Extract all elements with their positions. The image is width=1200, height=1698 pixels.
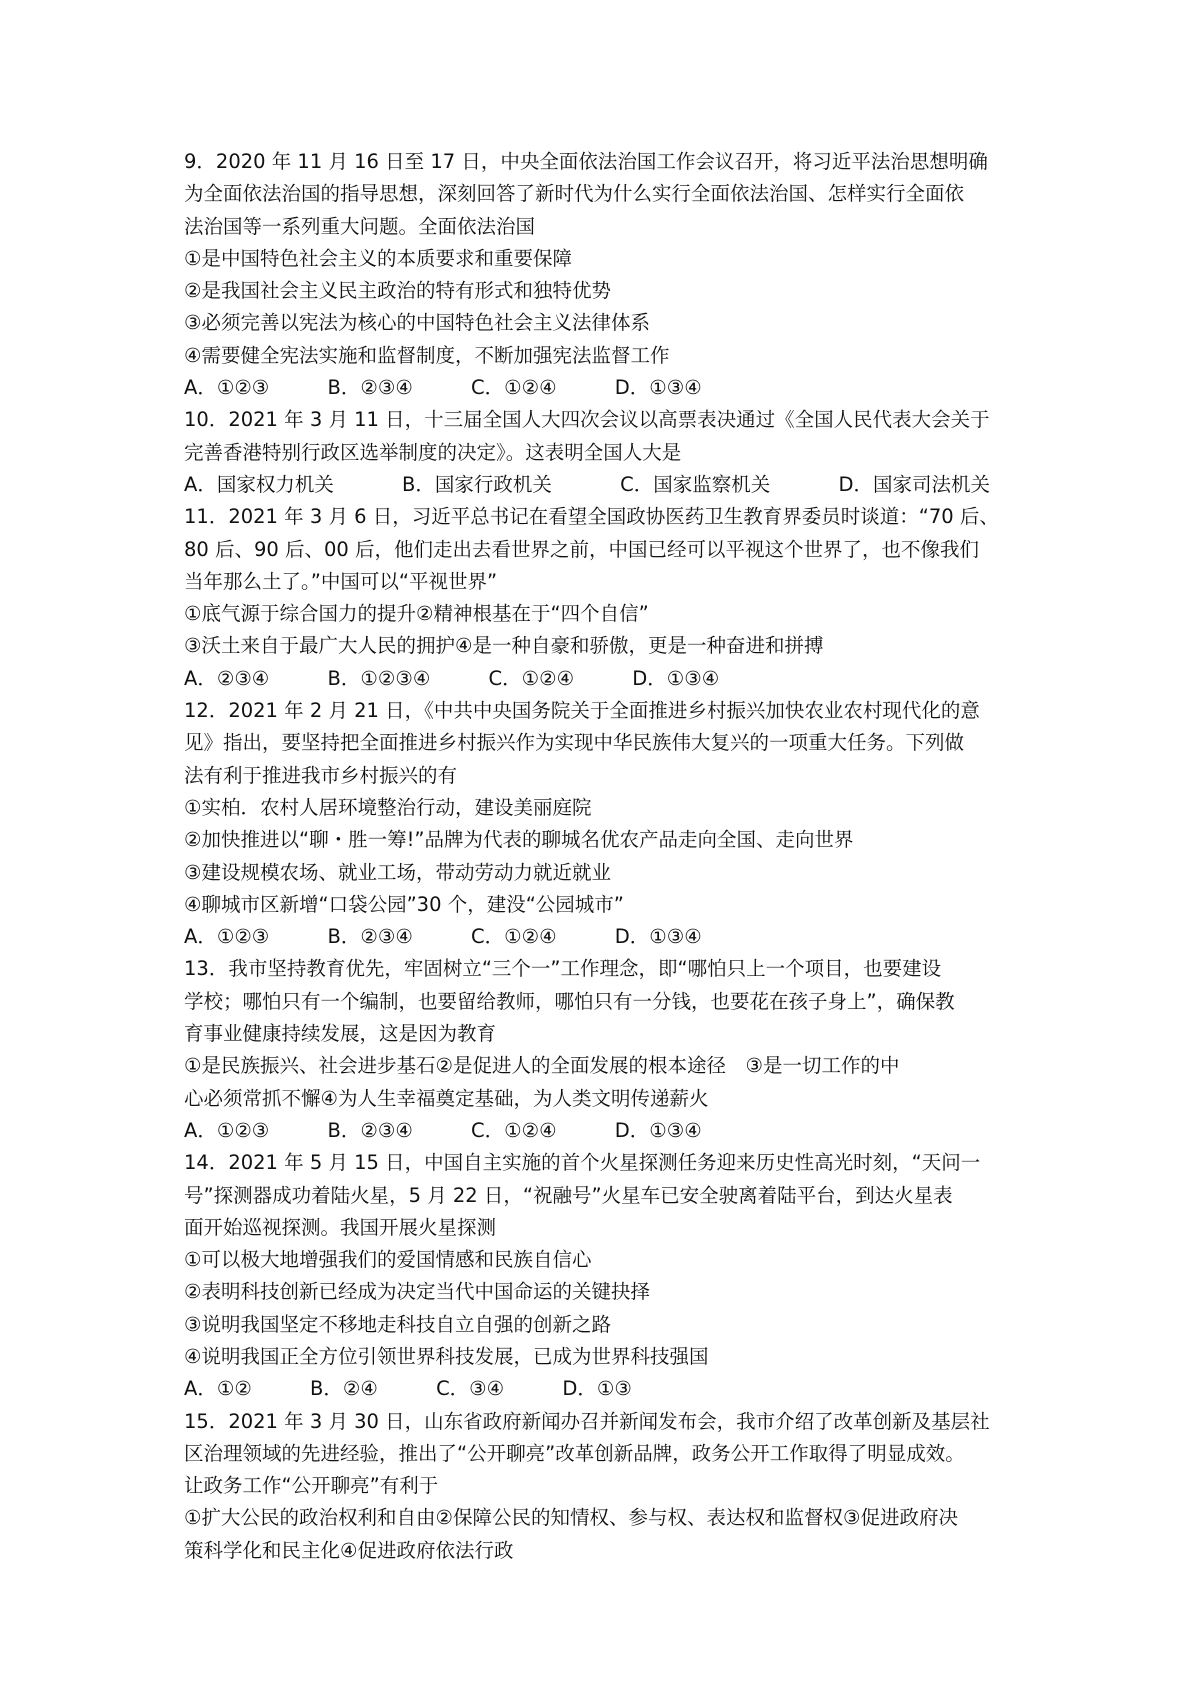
question-text-line: 学校；哪怕只有一个编制，也要留给教师，哪怕只有一分钱，也要花在孩子身上”，确保教 <box>184 989 955 1013</box>
statement-2: ②是我国社会主义民主政治的特有形式和独特优势 <box>184 279 611 303</box>
option-b: B．②③④ <box>327 925 413 949</box>
option-d: D．①③④ <box>614 1118 702 1142</box>
statement-4: ④需要健全宪法实施和监督制度，不断加强宪法监督工作 <box>184 343 670 367</box>
statements-1-3: ①是民族振兴、社会进步基石②是促进人的全面发展的根本途径 ③是一切工作的中 <box>184 1054 900 1078</box>
option-c: C．国家监察机关 <box>620 472 771 496</box>
option-c: C．①②④ <box>471 376 557 400</box>
question-12 <box>184 695 1026 953</box>
question-text-line: 为全面依法治国的指导思想，深刻回答了新时代为什么实行全面依法治国、怎样实行全面依 <box>184 182 965 206</box>
question-9 <box>184 146 1026 404</box>
answer-options <box>184 469 1026 501</box>
answer-options <box>184 1115 1026 1147</box>
question-text-line: 面开始巡视探测。我国开展火星探测 <box>184 1215 497 1239</box>
question-10 <box>184 404 1026 501</box>
question-text-line: 12．2021 年 2 月 21 日，《中共中央国务院关于全面推进乡村振兴加快农业农村现代化的意 <box>184 699 980 723</box>
statement-1-2: ①底气源于综合国力的提升②精神根基在于“四个自信” <box>184 602 649 626</box>
option-d: D．①③④ <box>632 666 720 690</box>
option-a: A．②③④ <box>184 666 270 690</box>
question-text-line: 让政务工作“公开聊亮”有利于 <box>184 1474 439 1498</box>
statement-3: ③建设规模农场、就业工场，带动劳动力就近就业 <box>184 860 611 884</box>
statement-4: ④聊城市区新增“口袋公园”30 个，建没“公园城市” <box>184 892 624 916</box>
statement-2: ②表明科技创新已经成为决定当代中国命运的关键抉择 <box>184 1280 650 1304</box>
option-b: B．②③④ <box>327 1118 413 1142</box>
option-d: D．①③④ <box>614 376 702 400</box>
option-b: B．①②③④ <box>327 666 431 690</box>
question-text-line: 13．我市坚持教育优先，牢固树立“三个一”工作理念，即“哪怕只上一个项目，也要建设 <box>184 957 942 981</box>
option-c: C．①②④ <box>488 666 575 690</box>
statement-1: ①可以极大地增强我们的爱国情感和民族自信心 <box>184 1248 592 1272</box>
statements-3-4: 心必须常抓不懈④为人生幸福奠定基础，为人类文明传递薪火 <box>184 1086 709 1110</box>
question-text-line: 14．2021 年 5 月 15 日，中国自主实施的首个火星探测任务迎来历史性高光时刻，“天问一 <box>184 1151 981 1175</box>
option-d: D．①③ <box>562 1377 632 1401</box>
question-text-line: 号”探测器成功着陆火星，5 月 22 日，“祝融号”火星车已安全驶离着陆平台，到达火星表 <box>184 1183 953 1207</box>
option-a: A．①②③ <box>184 376 270 400</box>
question-text-line: 15．2021 年 3 月 30 日，山东省政府新闻办召并新闻发布会，我市介绍了改革创新及基层社 <box>184 1409 990 1433</box>
question-text-line: 当年那么土了。”中国可以“平视世界” <box>184 569 498 593</box>
question-14 <box>184 1147 1026 1405</box>
statement-3-4: ③沃土来自于最广大人民的拥护④是一种自豪和骄傲，更是一种奋进和拼搏 <box>184 634 824 658</box>
option-b: B．②④ <box>310 1377 378 1401</box>
question-text-line: 育事业健康持续发展，这是因为教育 <box>184 1022 497 1046</box>
option-c: C．③④ <box>436 1377 505 1401</box>
statement-4: ④说明我国正全方位引领世界科技发展，已成为世界科技强国 <box>184 1344 709 1368</box>
question-text-line: 区治理领域的先进经验，推出了“公开聊亮”改革创新品牌，政务公开工作取得了明显成效。 <box>184 1441 965 1465</box>
statement-2: ②加快推进以“聊・胜一筹!”品牌为代表的聊城名优农产品走向全国、走向世界 <box>184 828 854 852</box>
question-text-line: 见》指出，要坚持把全面推进乡村振兴作为实现中华民族伟大复兴的一项重大任务。下列做 <box>184 731 965 755</box>
question-text-line: 法治国等一系列重大问题。全面依法治国 <box>184 214 536 238</box>
question-text-line: 80 后、90 后、00 后，他们走出去看世界之前，中国已经可以平视这个世界了，也不像我们 <box>184 537 980 561</box>
statement-3: ③必须完善以宪法为核心的中国特色社会主义法律体系 <box>184 311 650 335</box>
question-text-line: 法有利于推进我市乡村振兴的有 <box>184 763 458 787</box>
option-d: D．国家司法机关 <box>838 472 990 496</box>
question-text-line: 11．2021 年 3 月 6 日，习近平总书记在看望全国政协医药卫生教育界委员时谈道：“70 后、 <box>184 505 999 529</box>
statements-1-3: ①扩大公民的政治权利和自由②保障公民的知情权、参与权、表达权和监督权③促进政府决 <box>184 1506 958 1530</box>
option-b: B．国家行政机关 <box>402 472 552 496</box>
question-text-line: 9．2020 年 11 月 16 日至 17 日，中央全面依法治国工作会议召开，将习近平法治思想明确 <box>184 150 988 173</box>
answer-options <box>184 663 1026 695</box>
option-b: B．②③④ <box>327 376 413 400</box>
option-a: A．①②③ <box>184 925 270 949</box>
option-a: A．国家权力机关 <box>184 472 334 496</box>
question-text-line: 完善香港特别行政区选举制度的决定》。这表明全国人大是 <box>184 440 682 464</box>
statement-1: ①实柏．农村人居环境整治行动，建设美丽庭院 <box>184 795 592 819</box>
option-c: C．①②④ <box>471 925 557 949</box>
question-text-line: 10．2021 年 3 月 11 日，十三届全国人大四次会议以高票表决通过《全国人民代表大会关于 <box>184 408 990 432</box>
answer-options <box>184 921 1026 953</box>
answer-options <box>184 372 1026 404</box>
option-d: D．①③④ <box>614 925 702 949</box>
option-a: A．①② <box>184 1377 252 1401</box>
statement-3: ③说明我国坚定不移地走科技自立自强的创新之路 <box>184 1312 611 1336</box>
answer-options <box>184 1373 1026 1405</box>
option-a: A．①②③ <box>184 1118 270 1142</box>
question-15 <box>184 1406 1026 1567</box>
exam-page <box>184 146 1026 1567</box>
statements-3-4: 策科学化和民主化④促进政府依法行政 <box>184 1538 514 1562</box>
question-11 <box>184 501 1026 695</box>
question-13 <box>184 953 1026 1147</box>
statement-1: ①是中国特色社会主义的本质要求和重要保障 <box>184 246 572 270</box>
option-c: C．①②④ <box>471 1118 557 1142</box>
